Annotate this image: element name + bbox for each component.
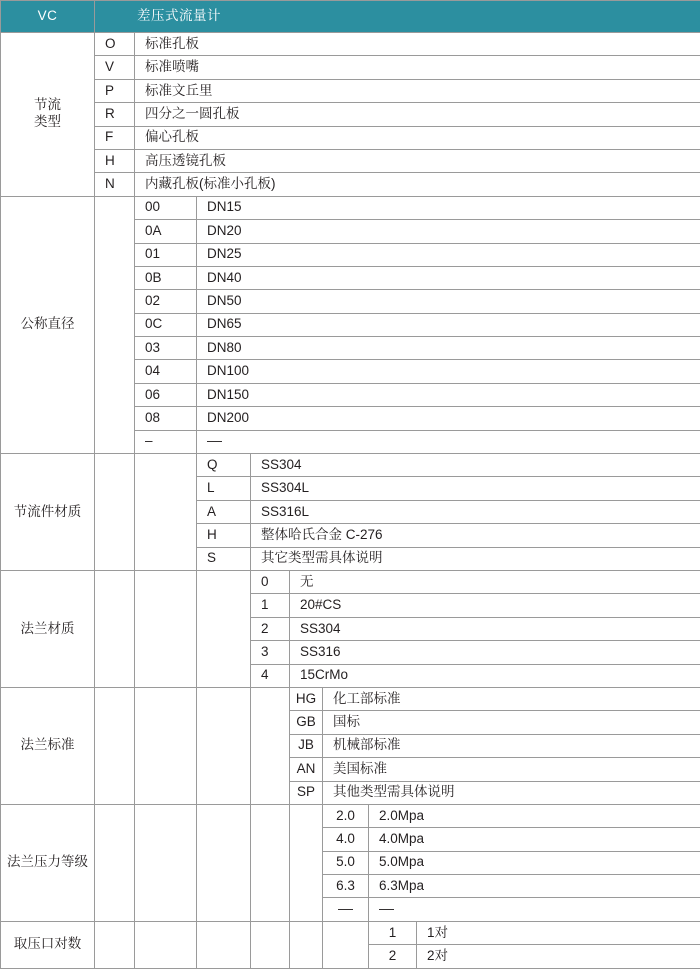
description-cell: DN150 <box>197 383 700 406</box>
group-label-line: 公称直径 <box>5 316 90 333</box>
group-label-5 <box>1 804 95 921</box>
group-label-line: 类型 <box>5 114 90 131</box>
spacer-cell <box>251 687 290 804</box>
description-cell: 机械部标准 <box>323 734 700 757</box>
group-label-line: 法兰材质 <box>5 621 90 638</box>
code-cell: 00 <box>135 196 197 219</box>
code-cell: 5.0 <box>323 851 369 874</box>
description-cell: DN80 <box>197 337 700 360</box>
spacer-cell <box>290 804 323 921</box>
description-cell: 内藏孔板(标准小孔板) <box>135 173 700 196</box>
spacer-cell <box>95 570 135 687</box>
code-cell: 0B <box>135 266 197 289</box>
code-cell: S <box>197 547 251 570</box>
table-row <box>1 103 700 126</box>
group-label-1 <box>1 196 95 453</box>
description-cell: 6.3Mpa <box>369 875 700 898</box>
spacer-cell <box>290 921 323 968</box>
code-cell: H <box>95 149 135 172</box>
code-cell: 01 <box>135 243 197 266</box>
description-cell: –– <box>197 430 700 453</box>
description-cell: 4.0Mpa <box>369 828 700 851</box>
group-label-line: 法兰压力等级 <box>5 854 90 871</box>
description-cell: SS304L <box>251 477 700 500</box>
description-cell: DN25 <box>197 243 700 266</box>
description-cell: DN65 <box>197 313 700 336</box>
spacer-cell <box>135 804 197 921</box>
spacer-cell <box>323 921 369 968</box>
description-cell: DN100 <box>197 360 700 383</box>
description-cell: DN200 <box>197 407 700 430</box>
code-cell: Q <box>197 454 251 477</box>
description-cell: 标准喷嘴 <box>135 56 700 79</box>
description-cell: 2.0Mpa <box>369 804 700 827</box>
spacer-cell <box>197 687 251 804</box>
spacer-cell <box>197 804 251 921</box>
table-header-row <box>1 1 700 33</box>
description-cell: SS304 <box>251 454 700 477</box>
code-cell: R <box>95 103 135 126</box>
description-cell: DN15 <box>197 196 700 219</box>
code-cell: 1 <box>251 594 290 617</box>
code-cell: 4 <box>251 664 290 687</box>
table-row <box>1 79 700 102</box>
description-cell: SS316 <box>290 641 700 664</box>
description-cell: SS316L <box>251 500 700 523</box>
code-cell: A <box>197 500 251 523</box>
description-cell: 四分之一圆孔板 <box>135 103 700 126</box>
spacer-cell <box>135 454 197 571</box>
group-label-3 <box>1 570 95 687</box>
code-cell: N <box>95 173 135 196</box>
code-cell: 06 <box>135 383 197 406</box>
code-cell: L <box>197 477 251 500</box>
code-cell: F <box>95 126 135 149</box>
code-cell: 02 <box>135 290 197 313</box>
code-cell: 2.0 <box>323 804 369 827</box>
code-cell: –– <box>323 898 369 921</box>
spacer-cell <box>251 921 290 968</box>
description-cell: 其它类型需具体说明 <box>251 547 700 570</box>
code-cell: 0C <box>135 313 197 336</box>
group-label-line: 节流件材质 <box>5 504 90 521</box>
spacer-cell <box>95 196 135 453</box>
code-cell: HG <box>290 687 323 710</box>
code-cell: 0A <box>135 220 197 243</box>
table-row <box>1 570 700 593</box>
code-cell: P <box>95 79 135 102</box>
code-cell: 2 <box>369 945 417 968</box>
description-cell: 2对 <box>417 945 700 968</box>
spacer-cell <box>95 804 135 921</box>
group-label-line: 法兰标准 <box>5 737 90 754</box>
description-cell: 美国标准 <box>323 758 700 781</box>
description-cell: 标准文丘里 <box>135 79 700 102</box>
description-cell: 化工部标准 <box>323 687 700 710</box>
code-cell: V <box>95 56 135 79</box>
code-cell: 04 <box>135 360 197 383</box>
code-cell: O <box>95 33 135 56</box>
description-cell: 偏心孔板 <box>135 126 700 149</box>
group-label-4 <box>1 687 95 804</box>
group-label-line: 节流 <box>5 97 90 114</box>
table-row <box>1 196 700 219</box>
spacer-cell <box>197 570 251 687</box>
group-label-line: 取压口对数 <box>5 936 90 953</box>
code-cell: H <box>197 524 251 547</box>
description-cell: DN40 <box>197 266 700 289</box>
group-label-6 <box>1 921 95 968</box>
description-cell: 标准孔板 <box>135 33 700 56</box>
table-row <box>1 149 700 172</box>
group-label-2 <box>1 454 95 571</box>
description-cell: DN50 <box>197 290 700 313</box>
code-cell: 4.0 <box>323 828 369 851</box>
code-cell: 3 <box>251 641 290 664</box>
description-cell: 国标 <box>323 711 700 734</box>
table-row <box>1 687 700 710</box>
code-cell: AN <box>290 758 323 781</box>
code-cell: GB <box>290 711 323 734</box>
code-cell: 1 <box>369 921 417 944</box>
description-cell: 无 <box>290 570 700 593</box>
group-label-0 <box>1 33 95 197</box>
spacer-cell <box>135 921 197 968</box>
spacer-cell <box>135 687 197 804</box>
table-row <box>1 454 700 477</box>
description-cell: SS304 <box>290 617 700 640</box>
description-cell: 高压透镜孔板 <box>135 149 700 172</box>
description-cell: –– <box>369 898 700 921</box>
description-cell: 其他类型需具体说明 <box>323 781 700 804</box>
table-row <box>1 126 700 149</box>
table-row <box>1 173 700 196</box>
code-cell: JB <box>290 734 323 757</box>
spacer-cell <box>95 921 135 968</box>
table-row <box>1 921 700 944</box>
code-cell: 0 <box>251 570 290 593</box>
description-cell: 1对 <box>417 921 700 944</box>
table-row <box>1 56 700 79</box>
code-cell: SP <box>290 781 323 804</box>
table-row <box>1 33 700 56</box>
spacer-cell <box>95 454 135 571</box>
description-cell: 15CrMo <box>290 664 700 687</box>
code-cell: 6.3 <box>323 875 369 898</box>
description-cell: 5.0Mpa <box>369 851 700 874</box>
description-cell: 整体哈氏合金 C-276 <box>251 524 700 547</box>
description-cell: DN20 <box>197 220 700 243</box>
spacer-cell <box>95 687 135 804</box>
header-code: VC <box>1 1 95 33</box>
description-cell: 20#CS <box>290 594 700 617</box>
code-cell: 03 <box>135 337 197 360</box>
header-title: 差压式流量计 <box>95 1 700 33</box>
spacer-cell <box>197 921 251 968</box>
code-cell: 2 <box>251 617 290 640</box>
spacer-cell <box>135 570 197 687</box>
code-cell: 08 <box>135 407 197 430</box>
code-cell: – <box>135 430 197 453</box>
table-row <box>1 804 700 827</box>
spacer-cell <box>251 804 290 921</box>
